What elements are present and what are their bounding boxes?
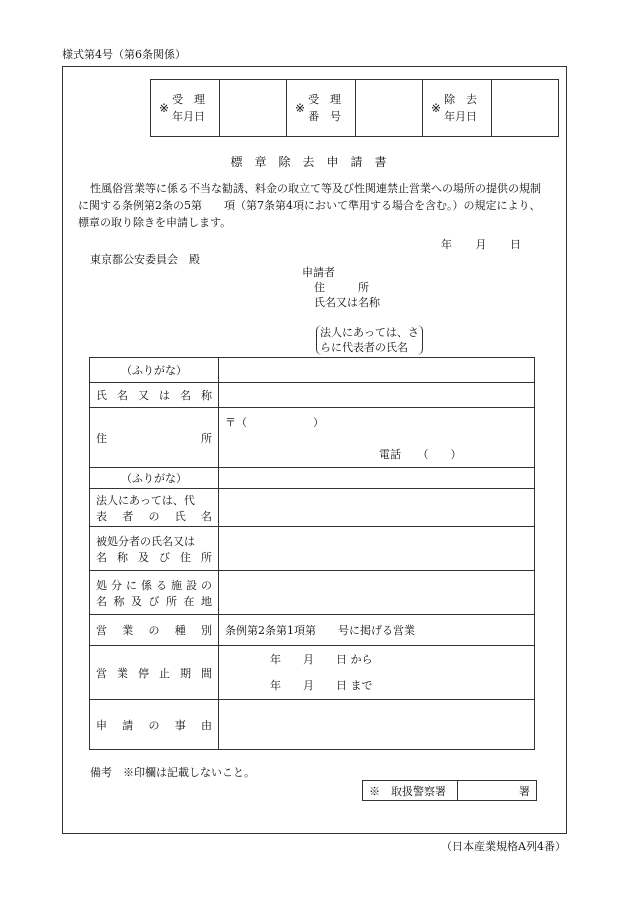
facility-field[interactable] xyxy=(219,571,535,615)
addressee: 東京都公安委員会 殿 xyxy=(90,253,200,266)
phone: 電話 （ ） xyxy=(379,448,462,461)
rep-furigana-label: （ふりがな） xyxy=(90,468,219,489)
name-field[interactable] xyxy=(219,383,535,408)
address-label: 住 所 xyxy=(90,408,219,468)
reason-label: 申 請 の 事 由 xyxy=(90,700,219,750)
disposed-party-label: 被処分者の氏名又は 名 称 及 び 住 所 xyxy=(90,527,219,571)
facility-label: 処 分 に 係 る 施 設 の 名 称 及 び 所 在 地 xyxy=(90,571,219,615)
applicant-address-label: 住 所 xyxy=(314,281,369,294)
business-type-label: 営 業 の 種 別 xyxy=(90,615,219,646)
jis-size-note: （日本産業規格A列4番） xyxy=(441,840,566,853)
application-statement: 性風俗営業等に係る不当な勧誘、料金の取立て等及び性関連禁止営業への場所の提供の規制に関する条例第2条の5第 項（第7条第4項において準用する場合を含む。）の規定により、標章の取り除きを申請します。 xyxy=(78,182,541,229)
received-number-value[interactable] xyxy=(356,80,423,137)
removal-date-value[interactable] xyxy=(492,80,559,137)
removal-date-label: ※ 除 去 年月日 xyxy=(423,80,492,137)
application-date[interactable]: 年 月 日 xyxy=(441,238,521,251)
form-number: 様式第4号（第6条関係） xyxy=(62,48,186,61)
suspension-from: 年 月 日 から xyxy=(270,652,373,666)
application-table xyxy=(89,357,535,750)
rep-furigana-field[interactable] xyxy=(219,468,535,489)
business-type-field[interactable]: 条例第2条第1項第 号に掲げる営業 xyxy=(219,615,535,646)
name-label xyxy=(90,383,219,408)
received-number-label: ※ 受 理 番 号 xyxy=(287,80,356,137)
representative-field[interactable] xyxy=(219,489,535,527)
suspension-to: 年 月 日 まで xyxy=(270,678,373,692)
received-date-value[interactable] xyxy=(220,80,287,137)
police-station-label: ※ 取扱警察署 xyxy=(363,781,458,801)
reason-field[interactable] xyxy=(219,700,535,750)
reception-table xyxy=(150,79,559,137)
suspension-field[interactable] xyxy=(219,646,535,700)
furigana-field[interactable] xyxy=(219,358,535,383)
form-title: 標章除去申請書 xyxy=(230,155,399,169)
name-label-text: 氏 名 又 は 名 称 xyxy=(96,389,212,402)
postal-code: 〒（ ） xyxy=(225,416,324,429)
address-field[interactable] xyxy=(219,408,535,468)
applicant-label: 申請者 xyxy=(302,266,335,279)
police-station-table xyxy=(362,780,537,801)
disposed-party-field[interactable] xyxy=(219,527,535,571)
corporate-note: 法人にあっては、さ らに代表者の氏名 xyxy=(316,325,423,355)
received-date-label: ※ 受 理 年月日 xyxy=(151,80,220,137)
representative-label: 法人にあっては、代 表 者 の 氏 名 xyxy=(90,489,219,527)
applicant-name-label: 氏名又は名称 xyxy=(314,296,380,309)
police-station-field[interactable]: 署 xyxy=(458,781,537,801)
applicant-block xyxy=(302,265,380,310)
suspension-label: 営 業 停 止 期 間 xyxy=(90,646,219,700)
remark: 備考 ※印欄は記載しないこと。 xyxy=(90,766,255,779)
furigana-label: （ふりがな） xyxy=(90,358,219,383)
